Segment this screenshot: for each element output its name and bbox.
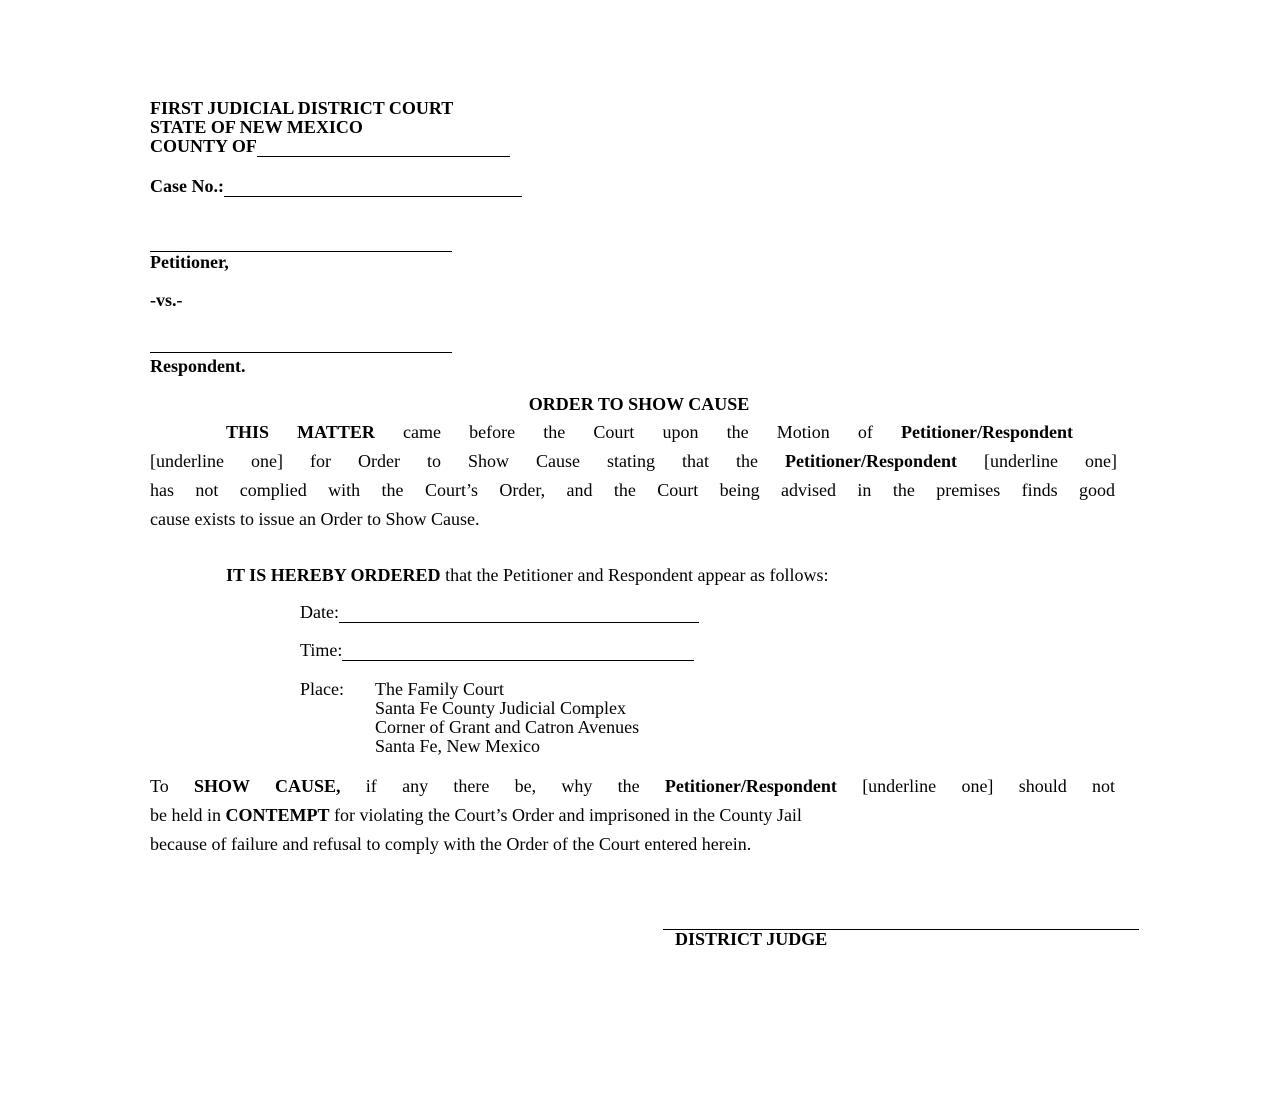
matter-text-1: came before the Court upon the Motion of xyxy=(374,422,902,442)
ordered-text: that the Petitioner and Respondent appear as follows: xyxy=(440,565,829,585)
place-address xyxy=(375,680,639,756)
place-line-4: Santa Fe, New Mexico xyxy=(375,736,540,756)
show-cause-text-2: if any there be, why the xyxy=(340,776,665,796)
matter-paragraph xyxy=(150,418,1120,534)
time-label: Time: xyxy=(300,640,343,660)
petitioner-label: Petitioner, xyxy=(150,252,229,272)
county-line xyxy=(150,137,510,157)
ordered-lead: IT IS HEREBY ORDERED xyxy=(226,565,441,585)
place-line-2: Santa Fe County Judicial Complex xyxy=(375,698,626,718)
time-line xyxy=(300,641,694,661)
show-cause-line-1 xyxy=(150,772,1115,801)
court-name: FIRST JUDICIAL DISTRICT COURT xyxy=(150,98,454,118)
county-blank[interactable] xyxy=(257,137,510,157)
show-cause-line-2 xyxy=(150,801,1120,830)
respondent-name-blank[interactable] xyxy=(150,352,452,353)
matter-line-1 xyxy=(150,418,1073,447)
contempt-bold: CONTEMPT xyxy=(225,805,330,825)
this-matter-lead: THIS MATTER xyxy=(226,422,375,442)
place-line-1: The Family Court xyxy=(375,679,504,699)
show-cause-text-4: be held in xyxy=(150,805,226,825)
county-label: COUNTY OF xyxy=(150,136,257,156)
case-no-label: Case No.: xyxy=(150,176,224,196)
date-label: Date: xyxy=(300,602,339,622)
versus-label: -vs.- xyxy=(150,290,183,310)
show-cause-text-3: [underline one] should not xyxy=(836,776,1115,796)
show-cause-party: Petitioner/Respondent xyxy=(664,776,837,796)
matter-party-2: Petitioner/Respondent xyxy=(785,451,958,471)
show-cause-text-5: for violating the Court’s Order and imprisoned in the County Jail xyxy=(329,805,802,825)
matter-party-1: Petitioner/Respondent xyxy=(901,422,1073,442)
case-no-blank[interactable] xyxy=(224,177,522,197)
matter-line-4: cause exists to issue an Order to Show Cause. xyxy=(150,509,480,529)
document-title: ORDER TO SHOW CAUSE xyxy=(528,394,750,414)
matter-text-3: [underline one] xyxy=(957,451,1117,471)
matter-line-3: has not complied with the Court’s Order, and the Court being advised in the premises finds good xyxy=(150,480,1115,500)
show-cause-text-1: To xyxy=(150,776,195,796)
show-cause-line-3: because of failure and refusal to comply with the Order of the Court entered herein. xyxy=(150,834,752,854)
show-cause-bold: SHOW CAUSE, xyxy=(194,776,341,796)
matter-line-2 xyxy=(150,447,1117,476)
show-cause-paragraph xyxy=(150,772,1120,859)
date-blank[interactable] xyxy=(339,603,699,623)
state-name: STATE OF NEW MEXICO xyxy=(150,117,363,137)
place-line-3: Corner of Grant and Catron Avenues xyxy=(375,717,640,737)
matter-text-2: [underline one] for Order to Show Cause stating that the xyxy=(150,451,786,471)
ordered-line xyxy=(226,561,828,590)
respondent-label: Respondent. xyxy=(150,356,246,376)
case-number-line xyxy=(150,177,522,197)
time-blank[interactable] xyxy=(342,641,694,661)
district-judge-label: DISTRICT JUDGE xyxy=(675,929,828,949)
date-line xyxy=(300,603,699,623)
place-label: Place: xyxy=(300,679,344,699)
